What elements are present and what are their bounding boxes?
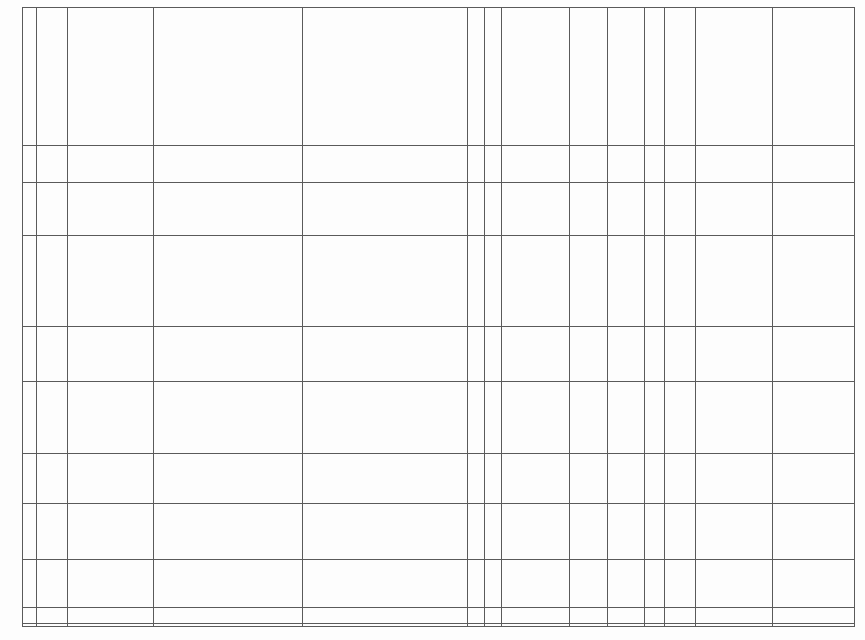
table-row bbox=[22, 182, 855, 235]
table-cell-col-streets-b bbox=[302, 236, 467, 326]
table-cell-col-area-a bbox=[467, 146, 484, 182]
table-cell-col-area-b bbox=[484, 454, 501, 503]
table-cell-col-type bbox=[501, 382, 569, 453]
table-cell-col-type bbox=[501, 327, 569, 381]
table-cell-col-area-a bbox=[467, 504, 484, 559]
table-cell-col-vehicle bbox=[607, 146, 644, 182]
table-cell-col-streets-a bbox=[153, 504, 302, 559]
table-cell-col-vehicle bbox=[607, 327, 644, 381]
table-cell-col-operator bbox=[695, 8, 772, 145]
table-cell-col-type bbox=[501, 183, 569, 235]
table-cell-col-note bbox=[772, 454, 855, 503]
table-cell-col-id bbox=[36, 236, 67, 326]
table-cell-col-index bbox=[22, 560, 36, 607]
table-cell-col-tariff bbox=[569, 504, 607, 559]
table-cell-col-address bbox=[67, 183, 153, 235]
table-cell-col-vehicle bbox=[607, 454, 644, 503]
table-cell-col-date bbox=[664, 504, 695, 559]
table-cell-col-tariff bbox=[569, 382, 607, 453]
table-cell-col-type bbox=[501, 608, 569, 623]
table-cell-col-area-a bbox=[467, 382, 484, 453]
table-row bbox=[22, 453, 855, 503]
table-cell-col-area-b bbox=[484, 504, 501, 559]
table-cell-col-streets-b bbox=[302, 8, 467, 145]
table-cell-col-type bbox=[501, 236, 569, 326]
table-cell-col-count bbox=[644, 608, 664, 623]
table-cell-col-date bbox=[664, 560, 695, 607]
table-cell-col-area-b bbox=[484, 8, 501, 145]
table-row bbox=[22, 559, 855, 607]
table-cell-col-area-a bbox=[467, 454, 484, 503]
table-cell-col-id bbox=[36, 608, 67, 623]
table-cell-col-vehicle bbox=[607, 8, 644, 145]
table-cell-col-address bbox=[67, 454, 153, 503]
table-cell-col-tariff bbox=[569, 236, 607, 326]
table-row bbox=[22, 7, 855, 145]
table-cell-col-streets-b bbox=[302, 608, 467, 623]
table-cell-col-vehicle bbox=[607, 183, 644, 235]
table-cell-col-tariff bbox=[569, 608, 607, 623]
table-cell-col-operator bbox=[695, 382, 772, 453]
table-cell-col-id bbox=[36, 327, 67, 381]
table-cell-col-operator bbox=[695, 183, 772, 235]
table-cell-col-tariff bbox=[569, 146, 607, 182]
table-cell-col-vehicle bbox=[607, 608, 644, 623]
table-cell-col-area-b bbox=[484, 146, 501, 182]
table-cell-col-tariff bbox=[569, 327, 607, 381]
table-cell-col-count bbox=[644, 382, 664, 453]
table-cell-col-type bbox=[501, 504, 569, 559]
table-row bbox=[22, 381, 855, 453]
routes-table bbox=[22, 7, 855, 627]
table-cell-col-operator bbox=[695, 454, 772, 503]
table-cell-col-index bbox=[22, 146, 36, 182]
table-cell-col-area-b bbox=[484, 608, 501, 623]
table-cell-col-count bbox=[644, 560, 664, 607]
table-cell-col-note bbox=[772, 183, 855, 235]
table-cell-col-tariff bbox=[569, 560, 607, 607]
table-cell-col-streets-b bbox=[302, 183, 467, 235]
table-cell-col-address bbox=[67, 382, 153, 453]
table-cell-col-tariff bbox=[569, 454, 607, 503]
table-row bbox=[22, 145, 855, 182]
table-cell-col-date bbox=[664, 382, 695, 453]
table-cell-col-note bbox=[772, 236, 855, 326]
table-cell-col-area-a bbox=[467, 608, 484, 623]
table-cell-col-operator bbox=[695, 560, 772, 607]
table-cell-col-streets-b bbox=[302, 382, 467, 453]
table-cell-col-date bbox=[664, 146, 695, 182]
table-row bbox=[22, 235, 855, 326]
table-cell-col-area-b bbox=[484, 382, 501, 453]
table-cell-col-note bbox=[772, 8, 855, 145]
table-cell-col-area-b bbox=[484, 327, 501, 381]
table-cell-col-area-a bbox=[467, 8, 484, 145]
table-cell-col-date bbox=[664, 454, 695, 503]
table-cell-col-date bbox=[664, 608, 695, 623]
table-cell-col-area-a bbox=[467, 183, 484, 235]
table-cell-col-index bbox=[22, 327, 36, 381]
table-cell-col-index bbox=[22, 608, 36, 623]
table-cell-col-area-a bbox=[467, 327, 484, 381]
table-cell-col-type bbox=[501, 454, 569, 503]
table-cell-col-count bbox=[644, 183, 664, 235]
table-cell-col-id bbox=[36, 454, 67, 503]
table-cell-col-streets-b bbox=[302, 454, 467, 503]
table-cell-col-type bbox=[501, 146, 569, 182]
table-cell-col-streets-b bbox=[302, 504, 467, 559]
table-cell-col-type bbox=[501, 560, 569, 607]
table-cell-col-streets-a bbox=[153, 327, 302, 381]
table-cell-col-area-a bbox=[467, 560, 484, 607]
table-cell-col-vehicle bbox=[607, 504, 644, 559]
page-footer bbox=[40, 629, 820, 635]
table-cell-col-index bbox=[22, 454, 36, 503]
table-cell-col-id bbox=[36, 504, 67, 559]
table-cell-col-address bbox=[67, 608, 153, 623]
table-cell-col-id bbox=[36, 146, 67, 182]
table-cell-col-id bbox=[36, 8, 67, 145]
table-cell-col-area-b bbox=[484, 236, 501, 326]
table-cell-col-operator bbox=[695, 236, 772, 326]
table-cell-col-vehicle bbox=[607, 382, 644, 453]
table-cell-col-streets-a bbox=[153, 608, 302, 623]
table-cell-col-operator bbox=[695, 608, 772, 623]
table-cell-col-operator bbox=[695, 146, 772, 182]
table-cell-col-vehicle bbox=[607, 236, 644, 326]
table-cell-col-address bbox=[67, 327, 153, 381]
table-cell-col-count bbox=[644, 8, 664, 145]
table-cell-col-operator bbox=[695, 504, 772, 559]
table-cell-col-id bbox=[36, 560, 67, 607]
table-cell-col-id bbox=[36, 382, 67, 453]
table-row bbox=[22, 607, 855, 623]
table-cell-col-streets-a bbox=[153, 8, 302, 145]
table-cell-col-date bbox=[664, 236, 695, 326]
table-cell-col-address bbox=[67, 560, 153, 607]
table-cell-col-tariff bbox=[569, 8, 607, 145]
table-cell-col-note bbox=[772, 146, 855, 182]
table-cell-col-vehicle bbox=[607, 560, 644, 607]
table-cell-col-date bbox=[664, 327, 695, 381]
table-cell-col-streets-a bbox=[153, 146, 302, 182]
table-cell-col-streets-b bbox=[302, 327, 467, 381]
table-cell-col-address bbox=[67, 8, 153, 145]
table-cell-col-streets-a bbox=[153, 382, 302, 453]
table-cell-col-note bbox=[772, 327, 855, 381]
table-cell-col-streets-a bbox=[153, 236, 302, 326]
table-cell-col-count bbox=[644, 327, 664, 381]
table-row bbox=[22, 326, 855, 381]
table-bottom-border bbox=[22, 626, 855, 627]
table-cell-col-area-b bbox=[484, 183, 501, 235]
table-cell-col-address bbox=[67, 236, 153, 326]
table-cell-col-note bbox=[772, 608, 855, 623]
table-cell-col-area-a bbox=[467, 236, 484, 326]
table-cell-col-index bbox=[22, 183, 36, 235]
table-cell-col-operator bbox=[695, 327, 772, 381]
table-cell-col-type bbox=[501, 8, 569, 145]
table-cell-col-note bbox=[772, 382, 855, 453]
table-cell-col-note bbox=[772, 560, 855, 607]
table-cell-col-area-b bbox=[484, 560, 501, 607]
table-cell-col-streets-b bbox=[302, 560, 467, 607]
table-cell-col-count bbox=[644, 454, 664, 503]
table-cell-col-id bbox=[36, 183, 67, 235]
table-cell-col-count bbox=[644, 504, 664, 559]
table-cell-col-tariff bbox=[569, 183, 607, 235]
table-cell-col-address bbox=[67, 146, 153, 182]
table-cell-col-index bbox=[22, 504, 36, 559]
table-cell-col-index bbox=[22, 236, 36, 326]
table-cell-col-streets-a bbox=[153, 183, 302, 235]
table-cell-col-note bbox=[772, 504, 855, 559]
table-cell-col-index bbox=[22, 382, 36, 453]
table-cell-col-date bbox=[664, 8, 695, 145]
table-cell-col-count bbox=[644, 146, 664, 182]
table-cell-col-date bbox=[664, 183, 695, 235]
table-cell-col-streets-a bbox=[153, 560, 302, 607]
table-cell-col-count bbox=[644, 236, 664, 326]
table-cell-col-streets-b bbox=[302, 146, 467, 182]
table-row bbox=[22, 503, 855, 559]
table-cell-col-streets-a bbox=[153, 454, 302, 503]
table-cell-col-address bbox=[67, 504, 153, 559]
table-cell-col-index bbox=[22, 8, 36, 145]
